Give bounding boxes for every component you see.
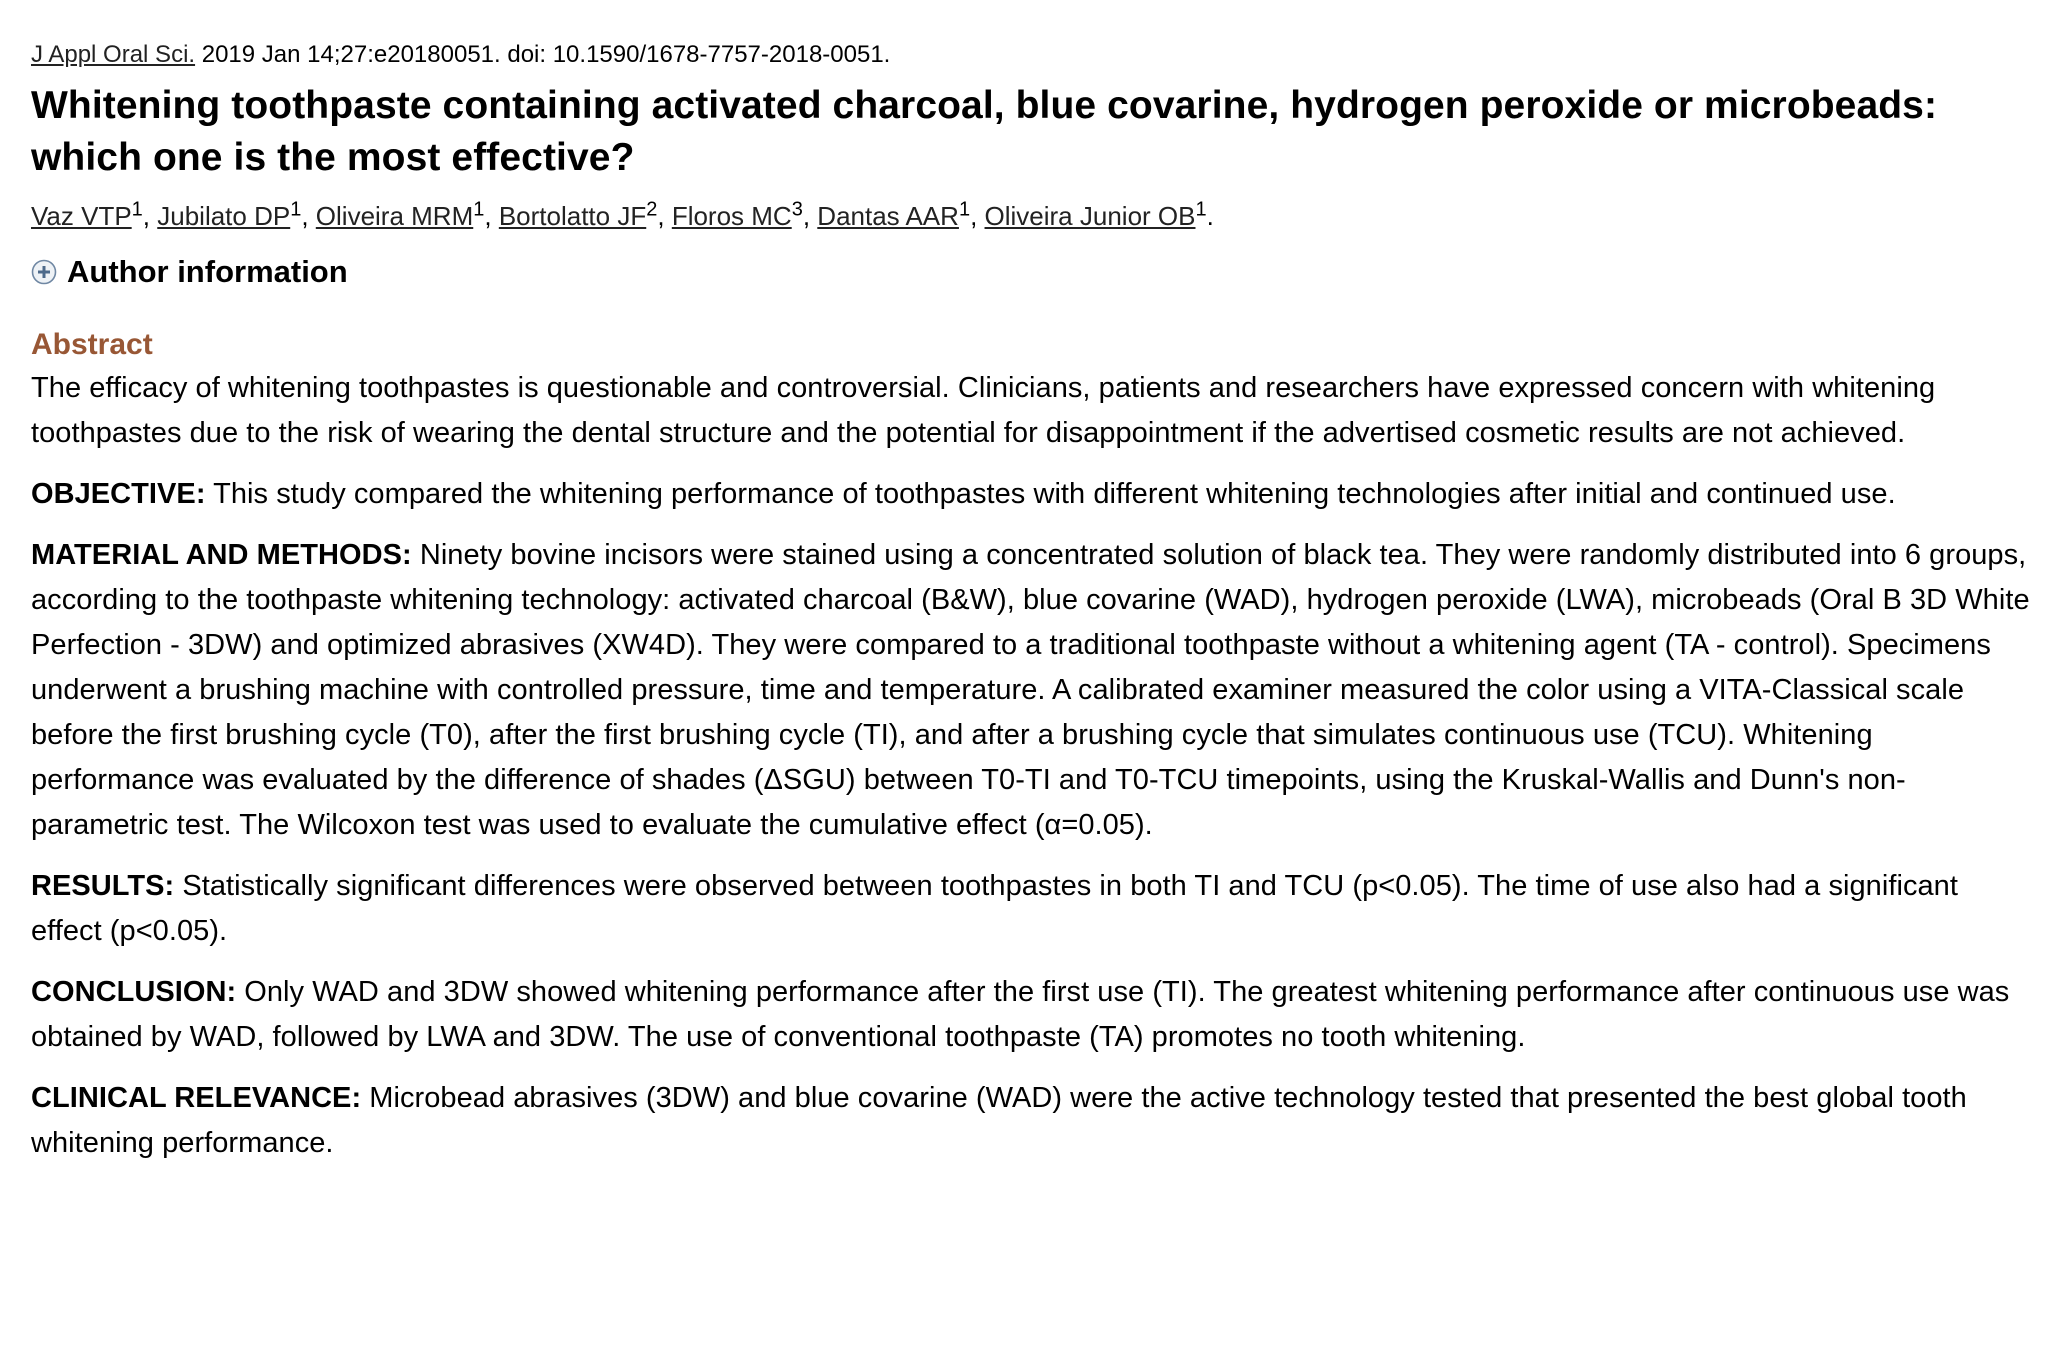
author-link[interactable]: Bortolatto JF [498,201,647,231]
author-separator: , [301,201,316,231]
abstract-section-results [31,864,2033,954]
author-link[interactable]: Jubilato DP [157,201,291,231]
author-information-label: Author information [67,254,348,289]
section-label: CLINICAL RELEVANCE: [31,1082,362,1114]
author-affiliation: 3 [791,198,803,221]
citation-details: 2019 Jan 14;27:e20180051. doi: 10.1590/1678-7757-2018-0051. [195,41,891,68]
author-affiliation: 1 [1195,198,1207,221]
author-list [31,196,2033,236]
article-title: Whitening toothpaste containing activated charcoal, blue covarine, hydrogen peroxide or microbeads: which one is the most effective? [31,84,1938,179]
citation-line [31,38,2033,72]
abstract-intro: The efficacy of whitening toothpastes is questionable and controversial. Clinicians, patients and researchers have expressed concern with whitening toothpastes due to the risk of wearing the dental structure and the potential for disappointment if the advertised cosmetic results are not achieved. [31,372,1936,449]
author-affiliation: 2 [646,198,658,221]
section-label: CONCLUSION: [31,976,237,1008]
author-affiliation: 1 [473,198,485,221]
author-list-end: . [1206,201,1214,231]
abstract-heading: Abstract [31,328,153,361]
author-information-toggle[interactable] [31,252,2033,292]
author-affiliation: 1 [290,198,302,221]
section-text: Only WAD and 3DW showed whitening performance after the first use (TI). The greatest whitening performance after continuous use was obtained by WAD, followed by LWA and 3DW. The use of conventional toothpaste (TA) promotes no tooth whitening. [31,976,2010,1053]
section-text: Microbead abrasives (3DW) and blue covarine (WAD) were the active technology tested that presented the best global tooth whitening performance. [31,1082,1967,1159]
abstract-section-clinical-relevance [31,1076,2033,1166]
author-separator: , [802,201,818,231]
section-text: Ninety bovine incisors were stained using a concentrated solution of black tea. They were randomly distributed into 6 groups, according to the toothpaste whitening technology: activated charcoal (B&W), blue covarine (WAD), hydrogen peroxide (LWA), microbeads (Oral B 3D White Perfection - 3DW) and optimized abrasives (XW4D). They were compared to a traditional toothpaste without a whitening agent (TA - control). Specimens underwent a brushing machine with controlled pressure, time and temperature. A calibrated examiner measured the color using a VITA-Classical scale before the first brushing cycle (T0), after the first brushing cycle (TI), and after a brushing cycle that simulates continuous use (TCU). Whitening performance was evaluated by the difference of shades (ΔSGU) between T0-TI and T0-TCU timepoints, using the Kruskal-Wallis and Dunn's non-parametric test. The Wilcoxon test was used to evaluate the cumulative effect (α=0.05). [31,539,2030,841]
abstract-section-methods [31,533,2033,848]
author-separator: , [657,201,672,231]
author-link[interactable]: Dantas AAR [817,201,959,231]
section-label: MATERIAL AND METHODS: [31,539,412,571]
author-separator: , [142,201,158,231]
author-link[interactable]: Floros MC [671,201,792,231]
author-affiliation: 1 [958,198,971,221]
plus-circle-icon[interactable] [31,259,57,285]
author-affiliation: 1 [131,198,143,221]
author-link[interactable]: Oliveira Junior OB [984,201,1196,231]
section-label: OBJECTIVE: [31,478,206,510]
author-separator: , [970,201,985,231]
journal-link[interactable]: J Appl Oral Sci. [31,41,196,68]
section-label: RESULTS: [31,870,175,902]
author-separator: , [484,201,499,231]
abstract-section-objective [31,472,2033,517]
author-link[interactable]: Vaz VTP [31,201,132,231]
author-link[interactable]: Oliveira MRM [315,201,474,231]
section-text: This study compared the whitening performance of toothpastes with different whitening technologies after initial and continued use. [205,478,1896,510]
section-text: Statistically significant differences were observed between toothpastes in both TI and TCU (p<0.05). The time of use also had a significant effect (p<0.05). [31,870,1958,947]
abstract-section-conclusion [31,970,2033,1060]
